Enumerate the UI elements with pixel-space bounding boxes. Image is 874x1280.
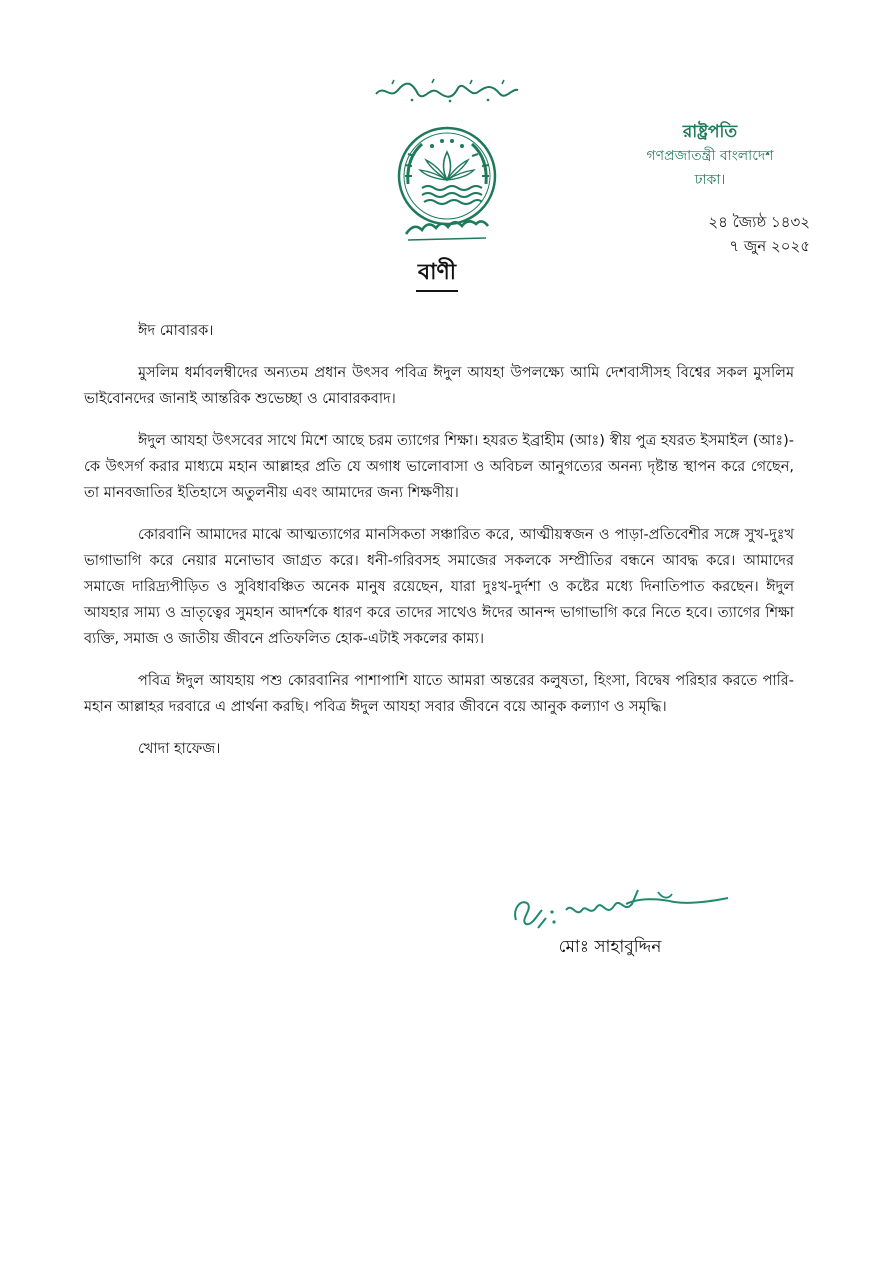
page-title-wrapper	[0, 258, 874, 292]
office-country: গণপ্রজাতন্ত্রী বাংলাদেশ	[646, 148, 774, 164]
bangla-date: ২৪ জ্যৈষ্ঠ ১৪৩২	[708, 213, 810, 231]
closing: খোদা হাফেজ।	[138, 741, 221, 757]
bismillah-calligraphy	[372, 78, 522, 104]
paragraph: পবিত্র ঈদুল আযহায় পশু কোরবানির পাশাপাশি যাতে আমরা অন্তরের কলুষতা, হিংসা, বিদ্বেষ পরিহার করতে পারি-মহান আল্লাহর দরবারে এ প্রার্থনা করছি। পবিত্র ঈদুল আযহা সবার জীবনে বয়ে আনুক কল্যাণ ও সমৃদ্ধি।	[84, 673, 794, 715]
office-title: রাষ্ট্রপতি	[682, 122, 738, 142]
office-letterhead	[580, 120, 840, 192]
office-city: ঢাকা।	[694, 172, 726, 188]
handwritten-signature	[508, 868, 738, 938]
page-title: বাণী	[416, 258, 458, 292]
paragraph: কোরবানি আমাদের মাঝে আত্মত্যাগের মানসিকতা সঞ্চারিত করে, আত্মীয়স্বজন ও পাড়া-প্রতিবেশীর সঙ্গে সুখ-দুঃখ ভাগাভাগি করে নেয়ার মনোভাব জাগ্রত করে। ধনী-গরিবসহ সমাজের সকলকে সম্প্রীতির বন্ধনে আবদ্ধ করে। আমাদের সমাজে দারিদ্র্যপীড়িত ও সুবিধাবঞ্চিত অনেক মানুষ রয়েছেন, যারা দুঃখ-দুর্দশা ও কষ্টের মধ্যে দিনাতিপাত করছেন। ঈদুল আযহার সাম্য ও ভ্রাতৃত্বের সুমহান আদর্শকে ধারণ করে তাদের সাথেও ঈদের আনন্দ ভাগাভাগি করে নিতে হবে। ত্যাগের শিক্ষা ব্যক্তি, সমাজ ও জাতীয় জীবনে প্রতিফলিত হোক-এটাই সকলের কাম্য।	[84, 527, 794, 647]
gregorian-date: ৭ জুন ২০২৫	[729, 237, 810, 255]
statement-body	[84, 318, 794, 778]
date-block	[600, 210, 810, 258]
paragraph: ঈদুল আযহা উৎসবের সাথে মিশে আছে চরম ত্যাগের শিক্ষা। হযরত ইব্রাহীম (আঃ) স্বীয় পুত্র হযরত ইসমাইল (আঃ)-কে উৎসর্গ করার মাধ্যমে মহান আল্লাহর প্রতি যে অগাধ ভালোবাসা ও অবিচল আনুগত্যের অনন্য দৃষ্টান্ত স্থাপন করে গেছেন, তা মানবজাতির ইতিহাসে অতুলনীয় এবং আমাদের জন্য শিক্ষণীয়।	[84, 433, 794, 501]
presidential-emblem	[388, 122, 506, 248]
greeting: ঈদ মোবারক।	[138, 323, 214, 339]
signer-name: মোঃ সাহাবুদ্দিন	[558, 937, 662, 957]
paragraph: মুসলিম ধর্মাবলম্বীদের অন্যতম প্রধান উৎসব পবিত্র ঈদুল আযহা উপলক্ষ্যে আমি দেশবাসীসহ বিশ্বের সকল মুসলিম ভাইবোনদের জানাই আন্তরিক শুভেচ্ছা ও মোবারকবাদ।	[84, 365, 794, 407]
